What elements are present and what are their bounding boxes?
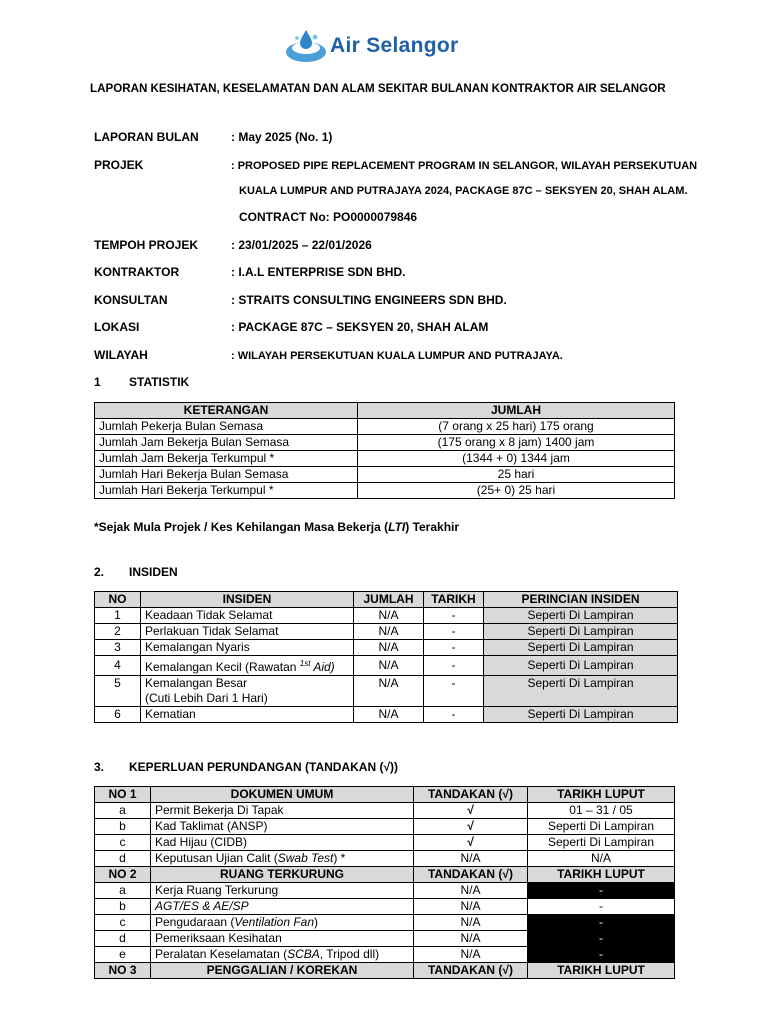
cell: (175 orang x 8 jam) 1400 jam	[358, 435, 675, 451]
text-italic: Swab Test	[277, 851, 334, 865]
group-header-row	[95, 963, 675, 979]
report-title: LAPORAN KESIHATAN, KESELAMATAN DAN ALAM SEKITAR BULANAN KONTRAKTOR AIR SELANGOR	[90, 82, 666, 95]
cell-tandakan: N/A	[414, 947, 528, 963]
cell-tarikh: -	[424, 640, 484, 656]
cell-no: c	[95, 835, 151, 851]
superscript: 1st	[299, 659, 311, 668]
table-row	[95, 608, 678, 624]
table-row	[95, 899, 675, 915]
column-header: JUMLAH	[354, 592, 424, 608]
cell-dokumen: Permit Bekerja Di Tapak	[151, 803, 414, 819]
text: Kemalangan Kecil (Rawatan	[145, 660, 300, 674]
cell-tarikh: 01 – 31 / 05	[528, 803, 675, 819]
cell-dokumen: Kad Hijau (CIDB)	[151, 835, 414, 851]
table-row	[95, 640, 678, 656]
text-italic: Ventilation Fan	[234, 915, 315, 929]
value: : PACKAGE 87C – SEKSYEN 20, SHAH ALAM	[231, 320, 489, 334]
table-header-row	[95, 592, 678, 608]
value: : WILAYAH PERSEKUTUAN KUALA LUMPUR AND PUTRAJAYA.	[231, 350, 563, 362]
label: PROJEK	[94, 158, 144, 172]
cell-jumlah: N/A	[354, 707, 424, 723]
section-title: INSIDEN	[129, 565, 178, 579]
cell-perincian: Seperti Di Lampiran	[484, 676, 678, 707]
label: WILAYAH	[94, 348, 148, 362]
cell-insiden: Keadaan Tidak Selamat	[141, 608, 354, 624]
text: Kemalangan Besar	[145, 676, 248, 690]
info-projek-line3: CONTRACT No: PO0000079846	[239, 210, 418, 224]
cell-tarikh: N/A	[528, 851, 675, 867]
cell-tandakan: N/A	[414, 915, 528, 931]
cell-tandakan: √	[414, 835, 528, 851]
cell-tandakan: N/A	[414, 931, 528, 947]
text: Pengudaraan (	[155, 915, 235, 929]
cell-tarikh: -	[528, 931, 675, 947]
table-row	[95, 803, 675, 819]
table-header-row	[95, 403, 675, 419]
cell-tarikh: -	[528, 899, 675, 915]
table-row	[95, 883, 675, 899]
cell-no: 4	[95, 656, 141, 676]
section-number: 1	[94, 375, 101, 389]
column-header: PERINCIAN INSIDEN	[484, 592, 678, 608]
lti-footnote	[94, 520, 459, 534]
table-row	[95, 451, 675, 467]
note-text: *Sejak Mula Projek / Kes Kehilangan Masa Bekerja (	[94, 520, 389, 534]
column-header: KETERANGAN	[95, 403, 358, 419]
label: LOKASI	[94, 320, 140, 334]
label: KONSULTAN	[94, 293, 168, 307]
cell-jumlah: N/A	[354, 640, 424, 656]
table-row	[95, 419, 675, 435]
cell-tarikh: -	[424, 608, 484, 624]
table-row	[95, 676, 678, 707]
info-projek-line2: KUALA LUMPUR AND PUTRAJAYA 2024, PACKAGE 87C – SEKSYEN 20, SHAH ALAM.	[239, 185, 688, 197]
info-tempoh	[94, 238, 372, 252]
cell-tarikh: -	[424, 656, 484, 676]
cell: (25+ 0) 25 hari	[358, 483, 675, 499]
cell-no: d	[95, 931, 151, 947]
air-selangor-logo	[284, 28, 504, 68]
column-header: INSIDEN	[141, 592, 354, 608]
cell-insiden: Kemalangan Nyaris	[141, 640, 354, 656]
cell-perincian: Seperti Di Lampiran	[484, 656, 678, 676]
cell-perincian: Seperti Di Lampiran	[484, 624, 678, 640]
text: Keputusan Ujian Calit (	[155, 851, 278, 865]
table-row	[95, 435, 675, 451]
cell-no: 5	[95, 676, 141, 707]
group-header-row	[95, 787, 675, 803]
column-header: TARIKH LUPUT	[528, 867, 675, 883]
table-row	[95, 819, 675, 835]
table-row	[95, 656, 678, 676]
info-kontraktor	[94, 265, 405, 279]
cell-dokumen: Kad Taklimat (ANSP)	[151, 819, 414, 835]
value: : STRAITS CONSULTING ENGINEERS SDN BHD.	[231, 293, 507, 307]
cell-no: b	[95, 899, 151, 915]
column-header: TARIKH LUPUT	[528, 963, 675, 979]
value: : PROPOSED PIPE REPLACEMENT PROGRAM IN SELANGOR, WILAYAH PERSEKUTUAN	[231, 160, 698, 172]
cell-no: 6	[95, 707, 141, 723]
cell-ruang: AGT/ES & AE/SP	[151, 899, 414, 915]
insiden-table	[94, 591, 678, 723]
table-row	[95, 707, 678, 723]
cell-insiden: Perlakuan Tidak Selamat	[141, 624, 354, 640]
cell-tarikh: Seperti Di Lampiran	[528, 819, 675, 835]
cell: Jumlah Pekerja Bulan Semasa	[95, 419, 358, 435]
column-header: JUMLAH	[358, 403, 675, 419]
cell-perincian: Seperti Di Lampiran	[484, 608, 678, 624]
cell-tandakan: N/A	[414, 883, 528, 899]
cell-tandakan: √	[414, 819, 528, 835]
section-title: STATISTIK	[129, 375, 190, 389]
table-row	[95, 915, 675, 931]
cell-no: a	[95, 883, 151, 899]
cell-tarikh: -	[528, 947, 675, 963]
note-lti: LTI	[388, 520, 406, 534]
cell-no: b	[95, 819, 151, 835]
cell-insiden: Kematian	[141, 707, 354, 723]
cell-dokumen	[151, 851, 414, 867]
cell-tandakan: √	[414, 803, 528, 819]
text: Aid)	[310, 660, 335, 674]
perundangan-table	[94, 786, 675, 979]
cell-ruang	[151, 947, 414, 963]
value: : I.A.L ENTERPRISE SDN BHD.	[231, 265, 406, 279]
section-title: KEPERLUAN PERUNDANGAN (TANDAKAN (√))	[129, 760, 399, 774]
info-laporan-bulan	[94, 130, 332, 144]
cell-tandakan: N/A	[414, 851, 528, 867]
cell-insiden	[141, 676, 354, 707]
cell-tarikh: -	[424, 676, 484, 707]
section-insiden-heading	[94, 565, 178, 579]
section-number: 2.	[94, 565, 105, 579]
cell-ruang	[151, 915, 414, 931]
cell-perincian: Seperti Di Lampiran	[484, 640, 678, 656]
cell: Jumlah Jam Bekerja Bulan Semasa	[95, 435, 358, 451]
column-header: TARIKH LUPUT	[528, 787, 675, 803]
water-drop-icon	[284, 28, 328, 68]
table-row	[95, 483, 675, 499]
cell-tarikh: -	[528, 883, 675, 899]
label: KONTRAKTOR	[94, 265, 180, 279]
group-title: PENGGALIAN / KOREKAN	[151, 963, 414, 979]
cell-perincian: Seperti Di Lampiran	[484, 707, 678, 723]
column-header: TANDAKAN (√)	[414, 867, 528, 883]
cell: Jumlah Jam Bekerja Terkumpul *	[95, 451, 358, 467]
brand-name: Air Selangor	[330, 34, 459, 57]
table-row	[95, 835, 675, 851]
cell-jumlah: N/A	[354, 676, 424, 707]
table-row	[95, 624, 678, 640]
note-text-end: ) Terakhir	[405, 520, 460, 534]
table-row	[95, 851, 675, 867]
cell-insiden	[141, 656, 354, 676]
cell: (7 orang x 25 hari) 175 orang	[358, 419, 675, 435]
group-no: NO 3	[95, 963, 151, 979]
text: , Tripod dll)	[319, 947, 380, 961]
cell-tarikh: Seperti Di Lampiran	[528, 835, 675, 851]
column-header: TANDAKAN (√)	[414, 787, 528, 803]
cell-jumlah: N/A	[354, 624, 424, 640]
value: : 23/01/2025 – 22/01/2026	[231, 238, 372, 252]
text: (Cuti Lebih Dari 1 Hari)	[145, 691, 268, 705]
cell-no: c	[95, 915, 151, 931]
cell-tarikh: -	[528, 915, 675, 931]
cell-tarikh: -	[424, 624, 484, 640]
cell: (1344 + 0) 1344 jam	[358, 451, 675, 467]
section-statistik-heading	[94, 375, 189, 389]
column-header: TANDAKAN (√)	[414, 963, 528, 979]
cell-no: 2	[95, 624, 141, 640]
table-row	[95, 947, 675, 963]
info-wilayah	[94, 348, 563, 362]
cell-jumlah: N/A	[354, 656, 424, 676]
group-title: DOKUMEN UMUM	[151, 787, 414, 803]
text: ) *	[333, 851, 346, 865]
label: TEMPOH PROJEK	[94, 238, 199, 252]
table-row	[95, 931, 675, 947]
cell-no: a	[95, 803, 151, 819]
cell-tarikh: -	[424, 707, 484, 723]
column-header: NO	[95, 592, 141, 608]
section-number: 3.	[94, 760, 105, 774]
label: LAPORAN BULAN	[94, 130, 199, 144]
info-lokasi	[94, 320, 488, 334]
table-row	[95, 467, 675, 483]
text: )	[314, 915, 319, 929]
cell-no: d	[95, 851, 151, 867]
cell-ruang: Kerja Ruang Terkurung	[151, 883, 414, 899]
cell-no: e	[95, 947, 151, 963]
text: Peralatan Keselamatan (	[155, 947, 288, 961]
group-no: NO 2	[95, 867, 151, 883]
cell: Jumlah Hari Bekerja Bulan Semasa	[95, 467, 358, 483]
cell-ruang: Pemeriksaan Kesihatan	[151, 931, 414, 947]
group-title: RUANG TERKURUNG	[151, 867, 414, 883]
cell-tandakan: N/A	[414, 899, 528, 915]
group-no: NO 1	[95, 787, 151, 803]
text-italic: SCBA	[287, 947, 320, 961]
cell: Jumlah Hari Bekerja Terkumpul *	[95, 483, 358, 499]
value: : May 2025 (No. 1)	[231, 130, 333, 144]
statistik-table	[94, 402, 675, 499]
cell: 25 hari	[358, 467, 675, 483]
cell-jumlah: N/A	[354, 608, 424, 624]
info-projek	[94, 158, 697, 172]
cell-no: 3	[95, 640, 141, 656]
column-header: TARIKH	[424, 592, 484, 608]
group-header-row	[95, 867, 675, 883]
info-konsultan	[94, 293, 507, 307]
section-perundangan-heading	[94, 760, 398, 774]
cell-no: 1	[95, 608, 141, 624]
